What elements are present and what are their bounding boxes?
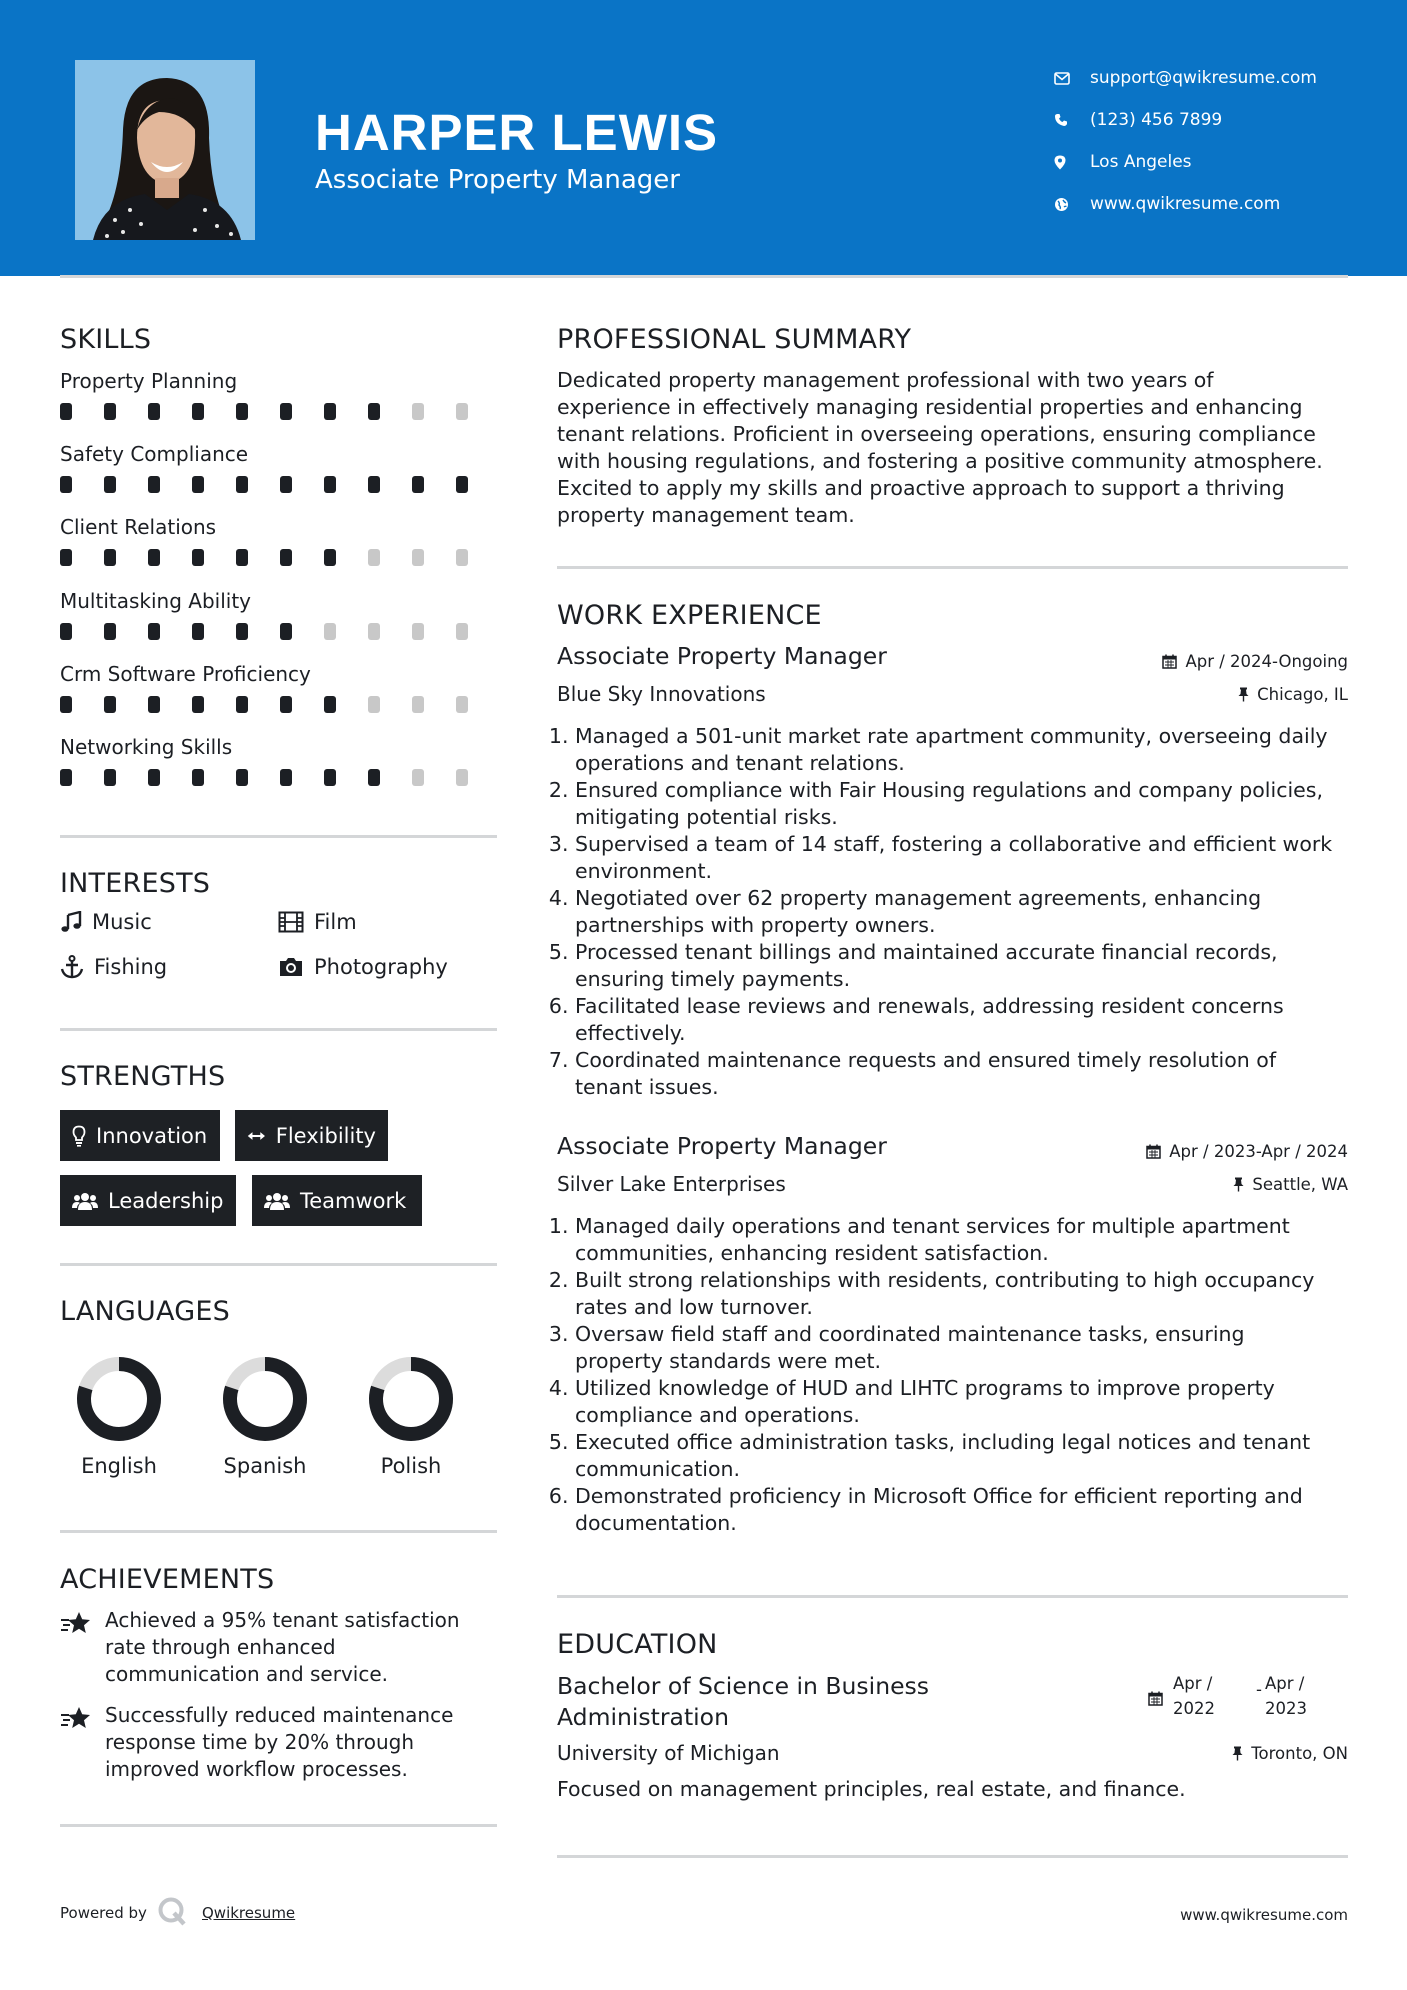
language-level-ring — [222, 1356, 308, 1442]
skill-dot-empty — [412, 403, 424, 420]
contact-email[interactable] — [1054, 57, 1394, 99]
skills-heading: SKILLS — [60, 324, 152, 355]
users-icon — [264, 1191, 290, 1211]
summary-heading: PROFESSIONAL SUMMARY — [557, 324, 912, 355]
strength-label: Flexibility — [275, 1123, 376, 1148]
summary-text — [557, 367, 1357, 529]
skill-dot-filled — [192, 549, 204, 566]
skill-item — [60, 439, 500, 493]
skill-dot-filled — [280, 476, 292, 493]
language-level-ring — [76, 1356, 162, 1442]
skill-dot-filled — [412, 476, 424, 493]
experience-divider — [557, 1595, 1348, 1598]
summary-line: with housing regulations, and fostering a positive community atmosphere. — [557, 449, 1323, 473]
languages-heading: LANGUAGES — [60, 1296, 230, 1327]
education-school: University of Michigan — [557, 1741, 780, 1765]
skill-item — [60, 659, 500, 713]
education-start-year: 2022 — [1173, 1699, 1215, 1718]
skill-name: Multitasking Ability — [60, 589, 251, 613]
contact-block — [1054, 57, 1394, 225]
strength-tag-teamwork — [252, 1175, 422, 1226]
skill-dot-filled — [280, 403, 292, 420]
interest-item-film — [278, 910, 357, 934]
skill-dot-empty — [368, 623, 380, 640]
summary-line: Dedicated property management professional with two years of — [557, 368, 1214, 392]
job-location-text: Seattle, WA — [1252, 1175, 1348, 1194]
contact-location — [1054, 141, 1394, 183]
skill-dot-filled — [192, 769, 204, 786]
footer-website-link[interactable]: www.qwikresume.com — [1180, 1906, 1348, 1924]
job-title: Associate Property Manager — [557, 642, 887, 670]
job-bullet: 4. Negotiated over 62 property management agreements, enhancing partnerships with property owners. — [575, 885, 1357, 939]
skill-dot-filled — [60, 476, 72, 493]
skill-dot-filled — [148, 549, 160, 566]
strengths-heading: STRENGTHS — [60, 1061, 226, 1092]
job-bullet: 3. Oversaw field staff and coordinated maintenance tasks, ensuring property standards were met. — [575, 1321, 1357, 1375]
star-icon — [60, 1702, 105, 1783]
star-icon — [60, 1607, 105, 1688]
skill-dot-filled — [60, 549, 72, 566]
education-start-month: Apr / — [1173, 1674, 1213, 1693]
job-bullet: 5. Processed tenant billings and maintained accurate financial records, ensuring timely payments. — [575, 939, 1357, 993]
job-bullets — [557, 1213, 1357, 1537]
achievements-divider — [60, 1824, 497, 1827]
arrows-h-icon — [247, 1129, 266, 1143]
brand-link[interactable]: Qwikresume — [202, 1904, 296, 1922]
job-title: Associate Property Manager — [557, 1132, 887, 1160]
skill-dot-filled — [104, 549, 116, 566]
skill-dot-filled — [148, 623, 160, 640]
degree-title — [557, 1671, 929, 1733]
skill-dot-filled — [280, 769, 292, 786]
skill-dot-filled — [324, 769, 336, 786]
calendar-icon — [1162, 654, 1177, 669]
contact-website[interactable] — [1054, 183, 1394, 225]
skill-dot-empty — [456, 769, 468, 786]
job-bullet: 1. Managed daily operations and tenant services for multiple apartment communities, enhancing resident satisfaction. — [575, 1213, 1357, 1267]
language-item-spanish — [192, 1356, 338, 1478]
strengths-divider — [60, 1263, 497, 1266]
interests-heading: INTERESTS — [60, 868, 211, 899]
skill-dot-filled — [236, 696, 248, 713]
achievement-text: rate through enhanced — [105, 1635, 336, 1659]
languages-divider — [60, 1530, 497, 1533]
job-dates — [1000, 652, 1348, 671]
job-bullet: 6. Demonstrated proficiency in Microsoft Office for efficient reporting and documentation. — [575, 1483, 1357, 1537]
skill-dot-filled — [192, 623, 204, 640]
education-end-month: Apr / — [1265, 1674, 1305, 1693]
education-description: Focused on management principles, real estate, and finance. — [557, 1777, 1186, 1801]
pin-icon — [1232, 1746, 1243, 1761]
interest-item-fishing — [60, 955, 167, 979]
skill-dot-filled — [236, 769, 248, 786]
skill-item — [60, 586, 500, 640]
skill-dot-filled — [236, 549, 248, 566]
job-bullet: 5. Executed office administration tasks, including legal notices and tenant communication. — [575, 1429, 1357, 1483]
achievement-text: Successfully reduced maintenance — [105, 1703, 454, 1727]
skill-dot-filled — [236, 403, 248, 420]
skill-dot-filled — [324, 549, 336, 566]
achievement-text: improved workflow processes. — [105, 1757, 408, 1781]
powered-by-text: Powered by — [60, 1904, 147, 1922]
profile-photo — [75, 60, 255, 240]
skill-level-dots — [60, 623, 500, 640]
skill-dot-empty — [456, 696, 468, 713]
skill-name: Networking Skills — [60, 735, 233, 759]
job-location — [1000, 1175, 1348, 1194]
skill-dot-filled — [60, 769, 72, 786]
strength-tag-innovation — [60, 1110, 220, 1161]
skill-dot-empty — [324, 623, 336, 640]
candidate-title: Associate Property Manager — [315, 165, 680, 195]
summary-line: experience in effectively managing residential properties and enhancing — [557, 395, 1303, 419]
map-marker-icon — [1054, 155, 1090, 170]
degree-line: Administration — [557, 1703, 729, 1731]
skill-dot-filled — [104, 476, 116, 493]
skill-level-dots — [60, 476, 500, 493]
interests-divider — [60, 1028, 497, 1031]
education-heading: EDUCATION — [557, 1629, 718, 1660]
language-name: Polish — [380, 1454, 442, 1478]
skill-item — [60, 512, 500, 566]
summary-divider — [557, 566, 1348, 569]
skill-dot-filled — [148, 769, 160, 786]
skill-level-dots — [60, 549, 500, 566]
resume-header — [0, 0, 1407, 276]
interest-item-photography — [278, 955, 448, 979]
skill-name: Client Relations — [60, 515, 217, 539]
phone-icon — [1054, 113, 1090, 127]
achievement-text: Achieved a 95% tenant satisfaction — [105, 1608, 460, 1632]
skill-dot-empty — [368, 696, 380, 713]
skill-dot-filled — [324, 696, 336, 713]
skill-level-dots — [60, 403, 500, 420]
skill-dot-filled — [324, 403, 336, 420]
globe-icon — [1054, 197, 1090, 212]
lightbulb-icon — [72, 1125, 86, 1147]
skill-dot-filled — [368, 769, 380, 786]
job-bullet: 2. Built strong relationships with residents, contributing to high occupancy rates and low turnover. — [575, 1267, 1357, 1321]
skill-dot-filled — [104, 769, 116, 786]
skill-level-dots — [60, 769, 500, 786]
skill-dot-filled — [60, 403, 72, 420]
skill-dot-empty — [412, 696, 424, 713]
interest-label: Photography — [314, 955, 448, 979]
pin-icon — [1238, 687, 1249, 702]
skill-dot-empty — [456, 549, 468, 566]
skill-item — [60, 732, 500, 786]
envelope-icon — [1054, 72, 1090, 85]
skill-dot-filled — [236, 623, 248, 640]
skill-dot-filled — [280, 549, 292, 566]
skill-dot-filled — [192, 403, 204, 420]
achievement-item — [60, 1702, 500, 1783]
job-bullet: 2. Ensured compliance with Fair Housing regulations and company policies, mitigating potential risks. — [575, 777, 1357, 831]
strength-tag-flexibility — [235, 1110, 388, 1161]
language-item-polish — [338, 1356, 484, 1478]
skill-dot-filled — [148, 403, 160, 420]
interest-label: Music — [92, 910, 152, 934]
skill-dot-filled — [148, 696, 160, 713]
calendar-icon — [1146, 1144, 1161, 1159]
skill-dot-filled — [236, 476, 248, 493]
job-dates — [1000, 1142, 1348, 1161]
skill-dot-empty — [368, 549, 380, 566]
education-location-text: Toronto, ON — [1251, 1744, 1348, 1763]
job-bullet: 4. Utilized knowledge of HUD and LIHTC programs to improve property compliance and operations. — [575, 1375, 1357, 1429]
calendar-icon — [1148, 1691, 1163, 1706]
film-icon — [278, 911, 304, 933]
skill-dot-empty — [456, 623, 468, 640]
interest-item-music — [60, 910, 152, 934]
job-location-text: Chicago, IL — [1257, 685, 1348, 704]
job-dates-text: Apr / 2023-Apr / 2024 — [1169, 1142, 1348, 1161]
skill-name: Safety Compliance — [60, 442, 249, 466]
candidate-name: HARPER LEWIS — [315, 104, 719, 161]
job-bullet: 7. Coordinated maintenance requests and ensured timely resolution of tenant issues. — [575, 1047, 1357, 1101]
language-level-ring — [368, 1356, 454, 1442]
job-bullet: 1. Managed a 501-unit market rate apartment community, overseeing daily operations and tenant relations. — [575, 723, 1357, 777]
skill-dot-filled — [148, 476, 160, 493]
achievement-text: response time by 20% through — [105, 1730, 415, 1754]
contact-phone[interactable] — [1054, 99, 1394, 141]
skill-level-dots — [60, 696, 500, 713]
education-divider — [557, 1855, 1348, 1858]
job-location — [1000, 685, 1348, 704]
contact-phone-text: (123) 456 7899 — [1090, 110, 1223, 130]
job-bullet: 3. Supervised a team of 14 staff, fostering a collaborative and efficient work environment. — [575, 831, 1357, 885]
skill-dot-filled — [368, 476, 380, 493]
skill-dot-filled — [104, 403, 116, 420]
camera-icon — [278, 956, 304, 978]
skill-name: Property Planning — [60, 369, 238, 393]
header-divider — [60, 275, 1348, 278]
skill-dot-filled — [280, 696, 292, 713]
skill-dot-empty — [412, 549, 424, 566]
strength-label: Teamwork — [300, 1188, 407, 1213]
language-name: Spanish — [223, 1454, 307, 1478]
achievements-heading: ACHIEVEMENTS — [60, 1564, 275, 1595]
interest-label: Film — [314, 910, 357, 934]
skill-dot-filled — [104, 696, 116, 713]
strength-tag-leadership — [60, 1175, 236, 1226]
summary-line: tenant relations. Proficient in overseeing operations, ensuring compliance — [557, 422, 1316, 446]
job-bullet: 6. Facilitated lease reviews and renewals, addressing resident concerns effectively. — [575, 993, 1357, 1047]
anchor-icon — [60, 955, 84, 979]
skill-dot-filled — [192, 476, 204, 493]
pin-icon — [1233, 1177, 1244, 1192]
skill-dot-filled — [324, 476, 336, 493]
education-location — [1000, 1744, 1348, 1763]
skill-dot-filled — [368, 403, 380, 420]
achievement-text: communication and service. — [105, 1662, 389, 1686]
education-date-separator: - — [1256, 1680, 1262, 1699]
interest-label: Fishing — [94, 955, 168, 979]
education-dates — [1148, 1674, 1348, 1734]
skill-dot-filled — [192, 696, 204, 713]
contact-email-text: support@qwikresume.com — [1090, 68, 1317, 88]
music-icon — [60, 911, 82, 933]
skill-name: Crm Software Proficiency — [60, 662, 311, 686]
job-bullets — [557, 723, 1357, 1101]
skill-dot-empty — [412, 623, 424, 640]
degree-line: Bachelor of Science in Business — [557, 1672, 930, 1700]
summary-line: Excited to apply my skills and proactive approach to support a thriving — [557, 476, 1285, 500]
strength-label: Innovation — [96, 1123, 208, 1148]
contact-location-text: Los Angeles — [1090, 152, 1192, 172]
skill-dot-empty — [456, 403, 468, 420]
skill-item — [60, 366, 500, 420]
language-item-english — [46, 1356, 192, 1478]
skill-dot-empty — [412, 769, 424, 786]
experience-heading: WORK EXPERIENCE — [557, 600, 822, 631]
skill-dot-filled — [104, 623, 116, 640]
skill-dot-filled — [456, 476, 468, 493]
qwikresume-logo-icon — [157, 1896, 187, 1930]
contact-website-text: www.qwikresume.com — [1090, 194, 1281, 214]
summary-line: property management team. — [557, 503, 855, 527]
language-name: English — [81, 1454, 157, 1478]
job-company: Blue Sky Innovations — [557, 682, 766, 706]
strength-label: Leadership — [108, 1188, 224, 1213]
skill-dot-filled — [280, 623, 292, 640]
users-icon — [72, 1191, 98, 1211]
achievement-item — [60, 1607, 500, 1688]
job-company: Silver Lake Enterprises — [557, 1172, 786, 1196]
skill-dot-filled — [60, 623, 72, 640]
skill-dot-filled — [60, 696, 72, 713]
job-dates-text: Apr / 2024-Ongoing — [1185, 652, 1348, 671]
education-end-year: 2023 — [1265, 1699, 1307, 1718]
skills-divider — [60, 835, 497, 838]
